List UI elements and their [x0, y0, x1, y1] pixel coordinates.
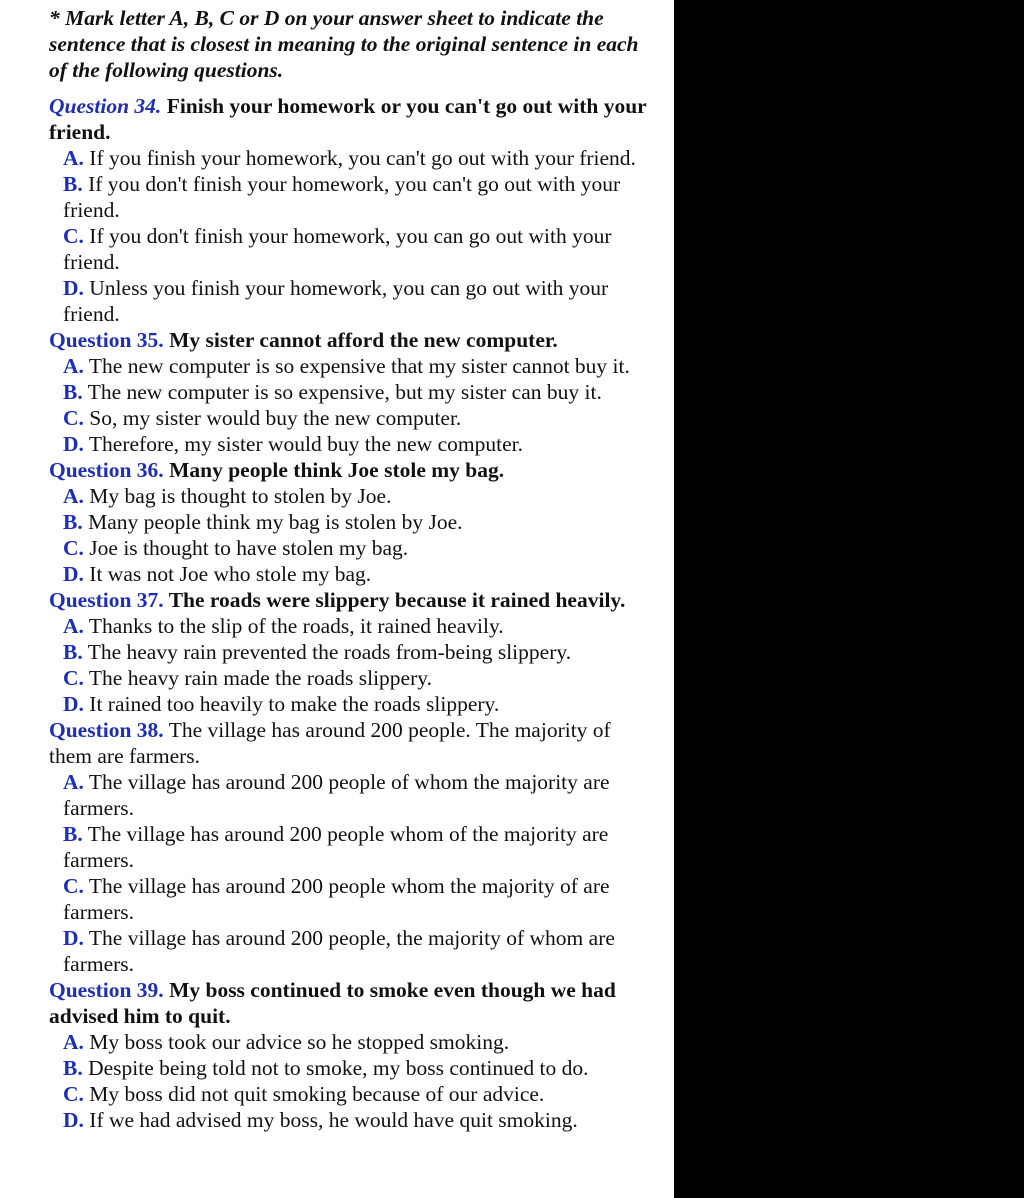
option-letter: B. — [63, 510, 83, 534]
option-text: If we had advised my boss, he would have quit smoking. — [89, 1108, 578, 1132]
option-b — [63, 639, 649, 665]
option-text: Joe is thought to have stolen my bag. — [89, 536, 409, 560]
option-letter: B. — [63, 172, 83, 196]
option-letter: C. — [63, 536, 84, 560]
option-text: The new computer is so expensive, but my sister can buy it. — [87, 380, 602, 404]
option-text: If you don't finish your homework, you can go out with your friend. — [63, 224, 612, 274]
option-text: So, my sister would buy the new computer. — [89, 406, 462, 430]
question-34 — [49, 93, 649, 327]
option-b — [63, 379, 649, 405]
question-39 — [49, 977, 649, 1133]
option-d — [63, 431, 649, 457]
document-body — [49, 5, 649, 1133]
option-c — [63, 535, 649, 561]
option-a — [63, 769, 649, 821]
option-letter: D. — [63, 692, 84, 716]
question-label: Question 39. — [49, 978, 164, 1002]
question-label: Question 38. — [49, 718, 164, 742]
question-stem — [49, 457, 649, 483]
option-letter: D. — [63, 432, 84, 456]
option-text: It rained too heavily to make the roads slippery. — [89, 692, 500, 716]
option-b — [63, 171, 649, 223]
option-text: Therefore, my sister would buy the new computer. — [88, 432, 523, 456]
option-c — [63, 223, 649, 275]
option-b — [63, 509, 649, 535]
option-letter: A. — [63, 146, 84, 170]
question-label: Question 34. — [49, 94, 162, 118]
option-d — [63, 691, 649, 717]
option-b — [63, 1055, 649, 1081]
question-stem — [49, 977, 649, 1029]
option-c — [63, 405, 649, 431]
option-text: If you finish your homework, you can't go out with your friend. — [89, 146, 636, 170]
black-margin — [674, 0, 1024, 1198]
question-stem — [49, 93, 649, 145]
option-a — [63, 353, 649, 379]
option-letter: C. — [63, 1082, 84, 1106]
question-label: Question 36. — [49, 458, 164, 482]
option-a — [63, 483, 649, 509]
option-c — [63, 665, 649, 691]
question-text: My sister cannot afford the new computer. — [169, 328, 558, 352]
question-text: Many people think Joe stole my bag. — [169, 458, 505, 482]
question-38 — [49, 717, 649, 977]
option-a — [63, 613, 649, 639]
option-letter: A. — [63, 770, 84, 794]
option-letter: B. — [63, 1056, 83, 1080]
option-text: The heavy rain made the roads slippery. — [88, 666, 432, 690]
option-c — [63, 1081, 649, 1107]
option-letter: B. — [63, 640, 83, 664]
option-text: The new computer is so expensive that my sister cannot buy it. — [88, 354, 630, 378]
question-text: Finish your homework or you can't go out with your friend. — [49, 94, 647, 144]
option-letter: C. — [63, 666, 84, 690]
option-d — [63, 561, 649, 587]
option-letter: A. — [63, 614, 84, 638]
option-d — [63, 925, 649, 977]
option-letter: D. — [63, 276, 84, 300]
option-letter: A. — [63, 354, 84, 378]
option-text: Thanks to the slip of the roads, it rained heavily. — [88, 614, 504, 638]
question-text: The village has around 200 people. The majority of them are farmers. — [49, 718, 611, 768]
option-d — [63, 1107, 649, 1133]
option-text: The village has around 200 people whom of the majority are farmers. — [63, 822, 609, 872]
option-letter: A. — [63, 484, 84, 508]
option-letter: C. — [63, 874, 84, 898]
option-letter: A. — [63, 1030, 84, 1054]
question-37 — [49, 587, 649, 717]
question-text: My boss continued to smoke even though we had advised him to quit. — [49, 978, 616, 1028]
option-text: The heavy rain prevented the roads from-being slippery. — [87, 640, 572, 664]
option-text: If you don't finish your homework, you can't go out with your friend. — [63, 172, 621, 222]
option-c — [63, 873, 649, 925]
option-a — [63, 1029, 649, 1055]
option-letter: C. — [63, 406, 84, 430]
option-text: The village has around 200 people whom the majority of are farmers. — [63, 874, 610, 924]
option-text: My bag is thought to stolen by Joe. — [89, 484, 392, 508]
question-stem — [49, 587, 649, 613]
option-text: My boss took our advice so he stopped smoking. — [89, 1030, 510, 1054]
question-36 — [49, 457, 649, 587]
question-label: Question 35. — [49, 328, 164, 352]
option-text: Despite being told not to smoke, my boss continued to do. — [88, 1056, 589, 1080]
question-35 — [49, 327, 649, 457]
option-letter: D. — [63, 562, 84, 586]
option-letter: D. — [63, 1108, 84, 1132]
option-letter: C. — [63, 224, 84, 248]
option-text: The village has around 200 people of whom the majority are farmers. — [63, 770, 610, 820]
option-a — [63, 145, 649, 171]
option-letter: D. — [63, 926, 84, 950]
option-text: It was not Joe who stole my bag. — [89, 562, 372, 586]
instructions: * Mark letter A, B, C or D on your answer sheet to indicate the sentence that is closest in meaning to the original sentence in each of the following questions. — [49, 6, 639, 82]
question-label: Question 37. — [49, 588, 164, 612]
option-b — [63, 821, 649, 873]
question-stem — [49, 717, 649, 769]
option-letter: B. — [63, 380, 83, 404]
option-d — [63, 275, 649, 327]
option-text: Unless you finish your homework, you can go out with your friend. — [63, 276, 609, 326]
question-stem — [49, 327, 649, 353]
option-text: The village has around 200 people, the majority of whom are farmers. — [63, 926, 615, 976]
option-text: My boss did not quit smoking because of our advice. — [89, 1082, 545, 1106]
question-text: The roads were slippery because it rained heavily. — [168, 588, 626, 612]
option-letter: B. — [63, 822, 83, 846]
option-text: Many people think my bag is stolen by Joe. — [88, 510, 463, 534]
